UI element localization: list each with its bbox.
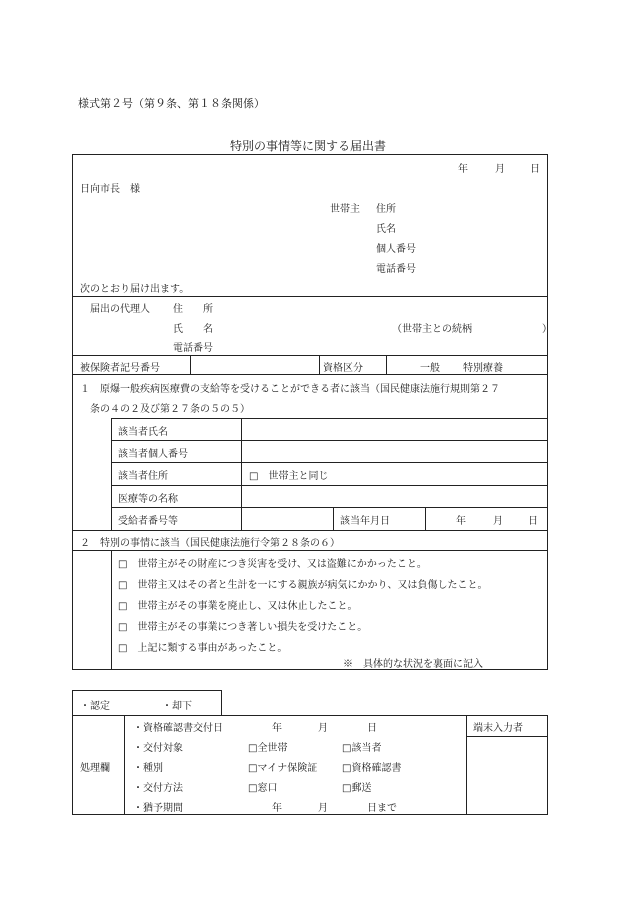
agent-name-label: 氏 名 [173,324,213,335]
section1-heading-line1: １ 原爆一般疾病医療費の支給等を受けることができる者に該当（国民健康法施行規則第２７ [80,384,500,395]
proc-issue-date-label: ・資格確認書交付日 [133,723,223,734]
qualification-label: 資格区分 [323,363,363,374]
decision-reject[interactable]: ・却下 [162,701,192,712]
agent-address-label: 住 所 [173,304,213,315]
terminal-input-label: 端末入力者 [473,723,523,734]
agent-phone-label: 電話番号 [173,343,213,354]
proc-grace-until: 日まで [367,803,397,814]
householder-phone-label: 電話番号 [376,264,416,275]
same-as-householder-checkbox[interactable]: □ 世帯主と同じ [249,471,329,482]
decision-approve[interactable]: ・認定 [80,701,110,712]
householder-label: 世帯主 [330,204,360,215]
proc-type-label: ・種別 [133,763,163,774]
qualification-special: 特別療養 [463,363,503,374]
section2-heading: ２ 特別の事情に該当（国民健康法施行令第２８条の６） [80,538,340,549]
s1-date-month: 月 [493,516,503,527]
qualification-general: 一般 [420,363,440,374]
s1-address-label: 該当者住所 [118,471,168,482]
proc-issue-date-year: 年 [272,723,282,734]
proc-method-counter-checkbox[interactable]: □窓口 [248,783,278,794]
date-day: 日 [530,164,540,175]
householder-name-label: 氏名 [376,224,396,235]
proc-method-mail-checkbox[interactable]: □郵送 [342,783,372,794]
s1-recipient-number-label: 受給者番号等 [118,516,178,527]
processing-label: 処理欄 [80,763,110,774]
proc-issue-date-month: 月 [318,723,328,734]
s1-personal-number-label: 該当者個人番号 [118,449,188,460]
proc-grace-label: ・猶予期間 [133,803,183,814]
declaration: 次のとおり届け出ます。 [80,284,190,295]
s1-date-day: 日 [528,516,538,527]
section2-note: ※ 具体的な状況を裏面に記入 [343,659,483,670]
date-year: 年 [458,164,468,175]
section2-item-2[interactable]: □ 世帯主又はその者と生計を一にする親族が病気にかかり、又は負傷したこと。 [118,580,488,591]
section2-item-5[interactable]: □ 上記に類する事由があったこと。 [118,643,288,654]
form-number: 様式第２号（第９条、第１８条関係） [78,97,265,110]
agent-relation-label: （世帯主との続柄 ） [392,324,552,335]
s1-name-label: 該当者氏名 [118,427,168,438]
proc-grace-month: 月 [318,803,328,814]
s1-applicable-date-label: 該当年月日 [340,516,390,527]
proc-target-applicable-checkbox[interactable]: □該当者 [342,743,382,754]
section1-heading-line2: 条の４の２及び第２７条の５の５） [90,404,250,415]
insured-number-label: 被保険者記号番号 [80,363,160,374]
proc-target-all-checkbox[interactable]: □全世帯 [248,743,288,754]
section2-item-3[interactable]: □ 世帯主がその事業を廃止し、又は休止したこと。 [118,601,358,612]
page-title: 特別の事情等に関する届出書 [230,139,387,153]
proc-target-label: ・交付対象 [133,743,183,754]
agent-label: 届出の代理人 [90,304,150,315]
proc-grace-year: 年 [272,803,282,814]
s1-date-year: 年 [456,516,466,527]
householder-address-label: 住所 [376,204,396,215]
section2-item-1[interactable]: □ 世帯主がその財産につき災害を受け、又は盗難にかかったこと。 [118,559,427,570]
householder-personal-number-label: 個人番号 [376,244,416,255]
section2-item-4[interactable]: □ 世帯主がその事業につき著しい損失を受けたこと。 [118,622,368,633]
proc-type-certificate-checkbox[interactable]: □資格確認書 [342,763,402,774]
proc-issue-date-day: 日 [367,723,377,734]
date-month: 月 [495,164,505,175]
addressee: 日向市長 様 [80,184,140,195]
proc-type-mynumber-checkbox[interactable]: □マイナ保険証 [248,763,318,774]
proc-method-label: ・交付方法 [133,783,183,794]
s1-institution-label: 医療等の名称 [118,494,178,505]
